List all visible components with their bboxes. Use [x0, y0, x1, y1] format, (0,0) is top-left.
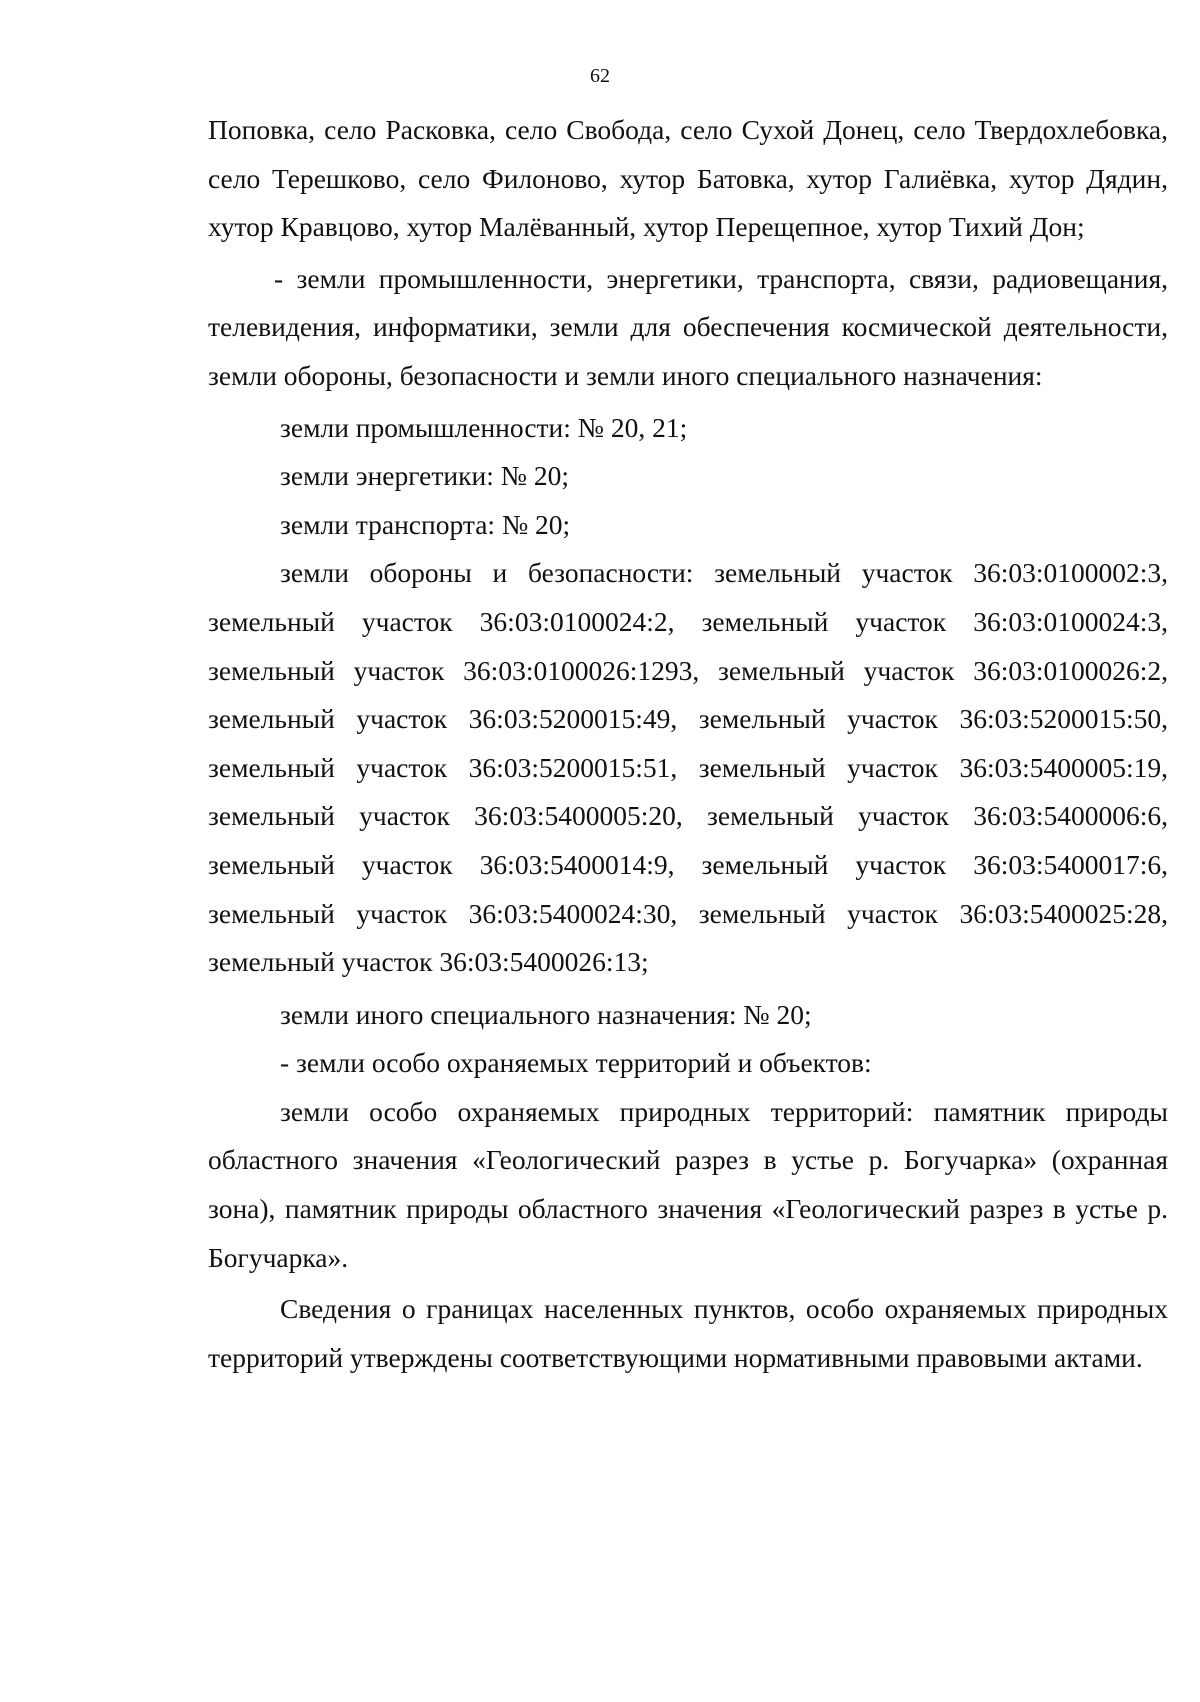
line-energy-lands: земли энергетики: № 20;	[280, 460, 569, 492]
line-protected-territories-heading: - земли особо охраняемых территорий и объектов:	[280, 1047, 872, 1079]
line-industry-lands: земли промышленности: № 20, 21;	[280, 411, 688, 443]
document-body	[208, 106, 1168, 1382]
page-number: 62	[590, 65, 610, 87]
paragraph-protected-natural-territories: земли особо охраняемых природных территорий: памятник природы областного значения «Геологический разрез в устье р. Богучарка» (охранная зона), памятник природы областного значения «Геологический разрез в устье р. Богучарка».	[208, 1095, 1168, 1273]
line-transport-lands: земли транспорта: № 20;	[280, 508, 571, 540]
paragraph-special-purpose-lands: - земли промышленности, энергетики, транспорта, связи, радиовещания, телевидения, информатики, земли для обеспечения космической деятельности, земли обороны, безопасности и земли иного специального назначения:	[208, 262, 1168, 391]
paragraph-settlements-list: Поповка, село Расковка, село Свобода, село Сухой Донец, село Твердохлебовка, село Терешково, село Филоново, хутор Батовка, хутор Галиёвка, хутор Дядин, хутор Кравцово, хутор Малёванный, хутор Перещепное, хутор Тихий Дон;	[208, 114, 1168, 243]
paragraph-defense-lands: земли обороны и безопасности: земельный участок 36:03:0100002:3, земельный участок 36:03:0100024:2, земельный участок 36:03:0100024:3, земельный участок 36:03:0100026:1293, земельный участок 36:03:0100026:2, земельный участок 36:03:5200015:49, земельный участок 36:03:5200015:50, земельный участок 36:03:5200015:51, земельный участок 36:03:5400005:19, земельный участок 36:03:5400005:20, земельный участок 36:03:5400006:6, земельный участок 36:03:5400014:9, земельный участок 36:03:5400017:6, земельный участок 36:03:5400024:30, земельный участок 36:03:5400025:28, земельный участок 36:03:5400026:13;	[208, 557, 1168, 978]
line-other-special-lands: земли иного специального назначения: № 20;	[280, 998, 812, 1030]
paragraph-boundaries-info: Сведения о границах населенных пунктов, особо охраняемых природных территорий утверждены соответствующими нормативными правовыми актами.	[208, 1293, 1168, 1373]
